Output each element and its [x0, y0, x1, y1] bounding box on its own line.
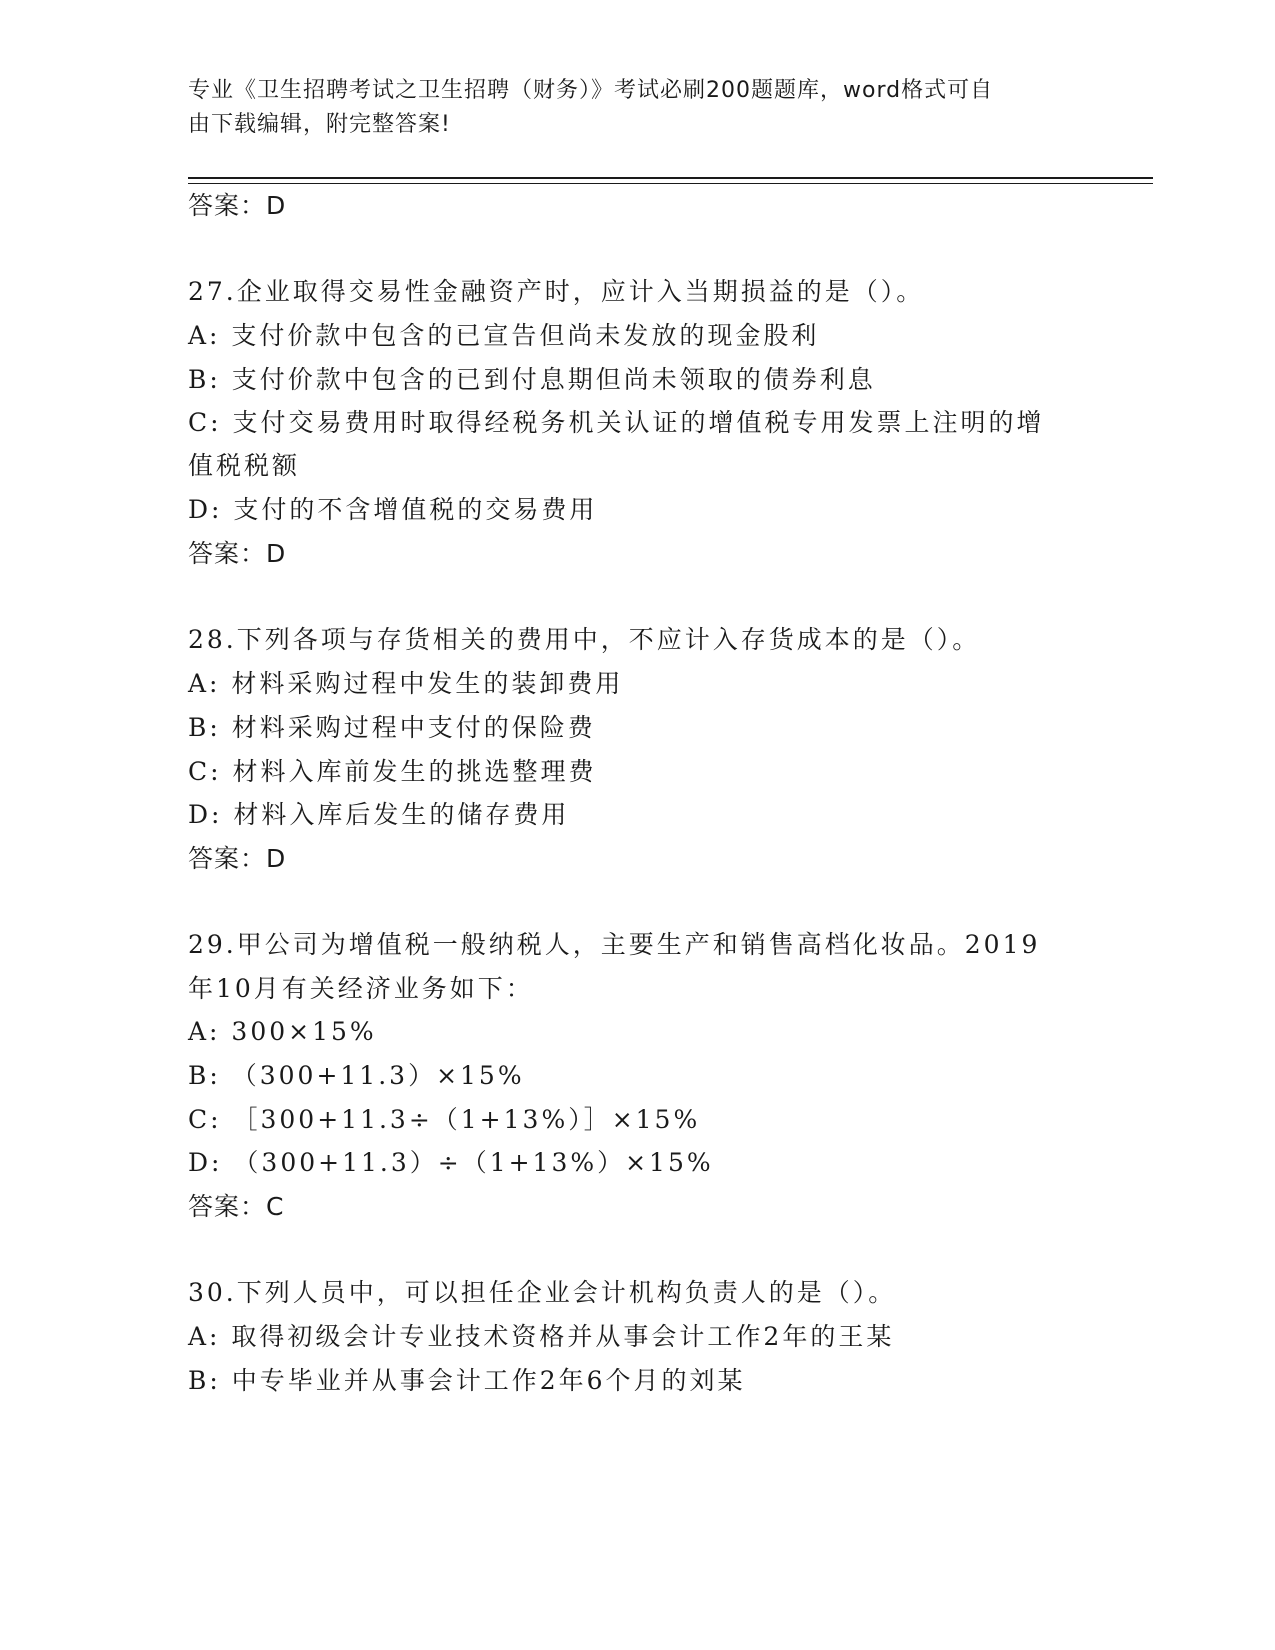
answer-line: 答案：D [188, 539, 287, 568]
header-line-2: 由下载编辑，附完整答案! [188, 112, 451, 137]
option-b: B: 中专毕业并从事会计工作2年6个月的刘某 [188, 1366, 746, 1395]
option-d: D: （300+11.3）÷（1+13%）×15% [188, 1148, 714, 1177]
question-stem: 27.企业取得交易性金融资产时，应计入当期损益的是（）。 [188, 277, 925, 306]
option-c-continued: 值税税额 [188, 451, 301, 480]
option-b: B: 支付价款中包含的已到付息期但尚未领取的债券利息 [188, 365, 876, 394]
question-stem: 28.下列各项与存货相关的费用中，不应计入存货成本的是（）。 [188, 625, 981, 654]
option-a: A: 材料采购过程中发生的装卸费用 [188, 669, 624, 698]
option-a: A: 300×15% [188, 1017, 377, 1046]
question-stem: 29.甲公司为增值税一般纳税人，主要生产和销售高档化妆品。2019 [188, 930, 1041, 959]
question-stem-continued: 年10月有关经济业务如下： [188, 974, 534, 1003]
option-c: C: 支付交易费用时取得经税务机关认证的增值税专用发票上注明的增 [188, 408, 1045, 437]
option-b: B: 材料采购过程中支付的保险费 [188, 713, 596, 742]
question-stem: 30.下列人员中，可以担任企业会计机构负责人的是（）。 [188, 1278, 897, 1307]
option-d: D: 材料入库后发生的储存费用 [188, 800, 570, 829]
header-line-1: 专业《卫生招聘考试之卫生招聘（财务）》考试必刷200题题库，word格式可自 [188, 78, 994, 103]
option-c: C: ［300+11.3÷（1+13%）］×15% [188, 1105, 701, 1134]
answer-line: 答案：D [188, 844, 287, 873]
header-rule [188, 177, 1153, 179]
document-header [188, 74, 1088, 142]
option-a: A: 支付价款中包含的已宣告但尚未发放的现金股利 [188, 321, 820, 350]
option-c: C: 材料入库前发生的挑选整理费 [188, 757, 597, 786]
header-rule-thin [188, 183, 1153, 184]
option-d: D: 支付的不含增值税的交易费用 [188, 495, 598, 524]
option-a: A: 取得初级会计专业技术资格并从事会计工作2年的王某 [188, 1322, 895, 1351]
answer-line: 答案：C [188, 1192, 285, 1221]
answer-line: 答案：D [188, 191, 287, 220]
option-b: B: （300+11.3）×15% [188, 1061, 525, 1090]
